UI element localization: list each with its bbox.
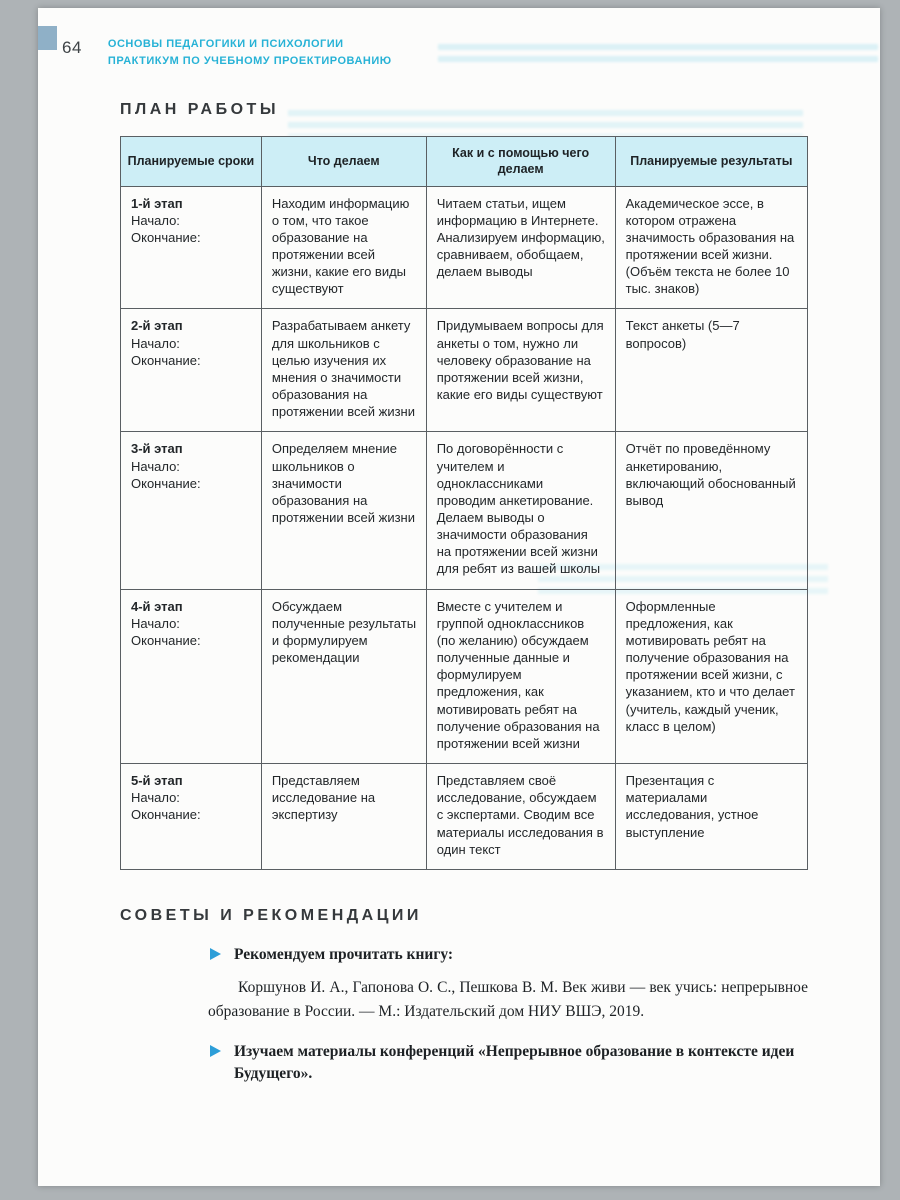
stage-cell xyxy=(121,309,262,432)
column-header-how: Как и с помощью чего делаем xyxy=(426,137,615,187)
stage-label: 5-й этап xyxy=(131,773,183,789)
advice-lead: Изучаем материалы конференций «Непрерывное образование в контексте идеи Будущего». xyxy=(234,1042,795,1083)
what-cell: Обсуждаем полученные результаты и формулируем рекомендации xyxy=(261,589,426,763)
table-row xyxy=(121,309,808,432)
book-page xyxy=(38,8,880,1186)
end-label: Окончание: xyxy=(131,229,201,245)
book-title: ОСНОВЫ ПЕДАГОГИКИ И ПСИХОЛОГИИ xyxy=(107,38,344,50)
page-content xyxy=(120,100,808,1086)
advice-lead: Рекомендуем прочитать книгу: xyxy=(234,945,454,963)
column-header-what: Что делаем xyxy=(261,137,426,187)
bullet-triangle-icon xyxy=(210,948,221,960)
end-label: Окончание: xyxy=(131,632,201,648)
page-number: 64 xyxy=(62,38,82,57)
end-label: Окончание: xyxy=(131,807,201,823)
result-cell: Оформленные предложения, как мотивировать ребят на получение образования на протяжении всей жизни, с указанием, кто и что делает (учитель, каждый ученик, класс в целом) xyxy=(615,589,807,763)
what-cell: Находим информацию о том, что такое образование на протяжении всей жизни, какие его виды существуют xyxy=(261,186,426,309)
what-cell: Разрабатываем анкету для школьников с целью изучения их мнения о значимости образования на протяжении всей жизни xyxy=(261,309,426,432)
result-cell: Отчёт по проведённому анкетированию, включающий обоснованный вывод xyxy=(615,432,807,589)
end-label: Окончание: xyxy=(131,352,201,368)
book-citation: Коршунов И. А., Гапонова О. С., Пешкова В. М. Век живи — век учись: непрерывное образование в России. — М.: Издательский дом НИУ ВШЭ, 2019. xyxy=(208,979,808,1020)
table-header-row xyxy=(121,137,808,187)
stage-label: 4-й этап xyxy=(131,598,183,614)
start-label: Начало: xyxy=(131,790,180,806)
stage-label: 2-й этап xyxy=(131,318,183,334)
stage-cell xyxy=(121,764,262,870)
advice-item xyxy=(208,1041,808,1086)
how-cell: Придумываем вопросы для анкеты о том, нужно ли человеку образование на протяжении всей жизни, какие его виды существуют xyxy=(426,309,615,432)
result-cell: Текст анкеты (5—7 вопросов) xyxy=(615,309,807,432)
table-row xyxy=(121,186,808,309)
stage-label: 3-й этап xyxy=(131,441,183,457)
result-cell: Презентация с материалами исследования, устное выступление xyxy=(615,764,807,870)
stage-label: 1-й этап xyxy=(131,195,183,211)
start-label: Начало: xyxy=(131,335,180,351)
running-head-titles xyxy=(108,36,392,69)
bullet-triangle-icon xyxy=(210,1045,221,1057)
end-label: Окончание: xyxy=(131,475,201,491)
stage-cell xyxy=(121,589,262,763)
page-edge-marker xyxy=(38,26,57,50)
advice-section-title: СОВЕТЫ И РЕКОМЕНДАЦИИ xyxy=(120,906,422,924)
how-cell: Читаем статьи, ищем информацию в Интернете. Анализируем информацию, сравниваем, обобщаем, делаем выводы xyxy=(426,186,615,309)
work-plan-table xyxy=(120,136,808,870)
ink-bleed-artifact xyxy=(438,44,878,68)
how-cell: Вместе с учителем и группой одноклассников (по желанию) обсуждаем полученные данные и формулируем предложения, как мотивировать ребят на получение образования на протяжении всей жизни xyxy=(426,589,615,763)
column-header-terms: Планируемые сроки xyxy=(121,137,262,187)
advice-item xyxy=(208,944,808,966)
what-cell: Представляем исследование на экспертизу xyxy=(261,764,426,870)
start-label: Начало: xyxy=(131,458,180,474)
stage-cell xyxy=(121,432,262,589)
table-row xyxy=(121,764,808,870)
plan-section-title: ПЛАН РАБОТЫ xyxy=(120,101,279,118)
column-header-results: Планируемые результаты xyxy=(615,137,807,187)
table-row xyxy=(121,432,808,589)
how-cell: По договорённости с учителем и одноклассниками проводим анкетирование. Делаем выводы о значимости образования на протяжении всей жизни для ребят из вашей школы xyxy=(426,432,615,589)
start-label: Начало: xyxy=(131,212,180,228)
stage-cell xyxy=(121,186,262,309)
start-label: Начало: xyxy=(131,615,180,631)
table-row xyxy=(121,589,808,763)
book-subtitle: ПРАКТИКУМ ПО УЧЕБНОМУ ПРОЕКТИРОВАНИЮ xyxy=(107,54,392,67)
running-head xyxy=(62,36,392,69)
what-cell: Определяем мнение школьников о значимости образования на протяжении всей жизни xyxy=(261,432,426,589)
how-cell: Представляем своё исследование, обсуждаем с экспертами. Сводим все материалы исследования в один текст xyxy=(426,764,615,870)
result-cell: Академическое эссе, в котором отражена значимость образования на протяжении всей жизни. (Объём текста не более 10 тыс. знаков) xyxy=(615,186,807,309)
